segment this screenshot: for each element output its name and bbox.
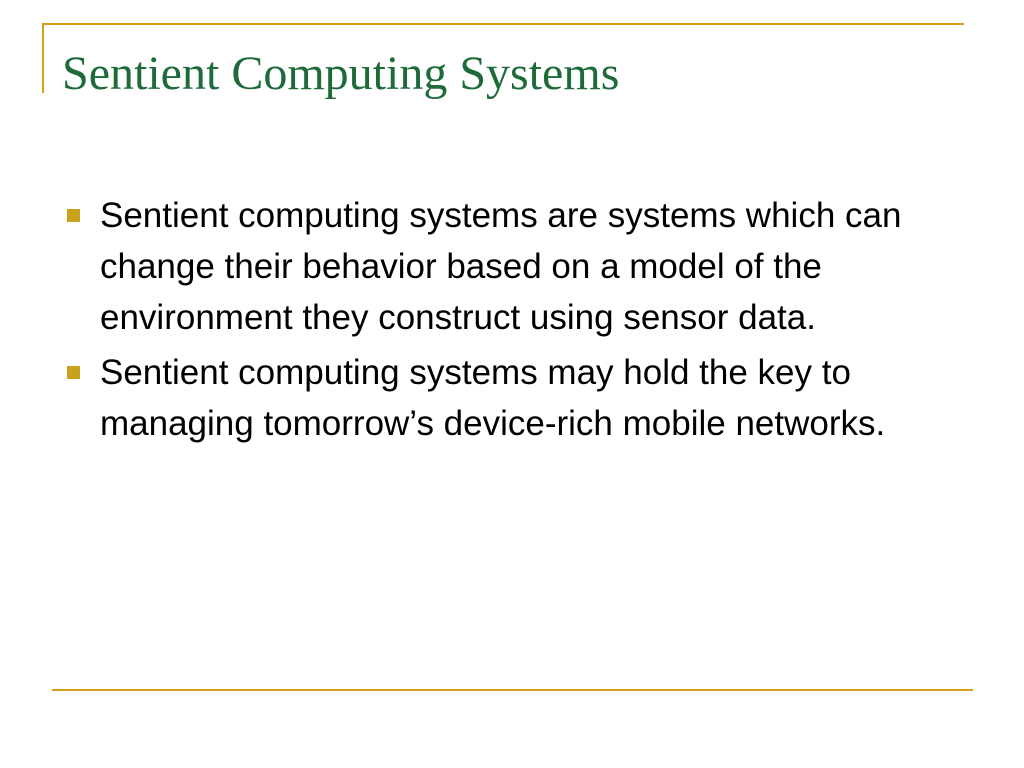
square-bullet-icon <box>67 366 80 379</box>
bullet-list <box>62 190 962 453</box>
bullet-item <box>62 347 962 449</box>
bullet-text: Sentient computing systems may hold the key to managing tomorrow’s device-rich mobile networks. <box>100 353 886 443</box>
footer-rule <box>52 689 973 691</box>
square-bullet-icon <box>67 209 80 222</box>
title-frame-left-rule <box>42 23 44 93</box>
slide-title: Sentient Computing Systems <box>62 47 620 100</box>
bullet-text: Sentient computing systems are systems which can change their behavior based on a model of the environment they construct using sensor data. <box>100 196 902 337</box>
bullet-item <box>62 190 962 343</box>
title-frame-top-rule <box>42 23 964 25</box>
